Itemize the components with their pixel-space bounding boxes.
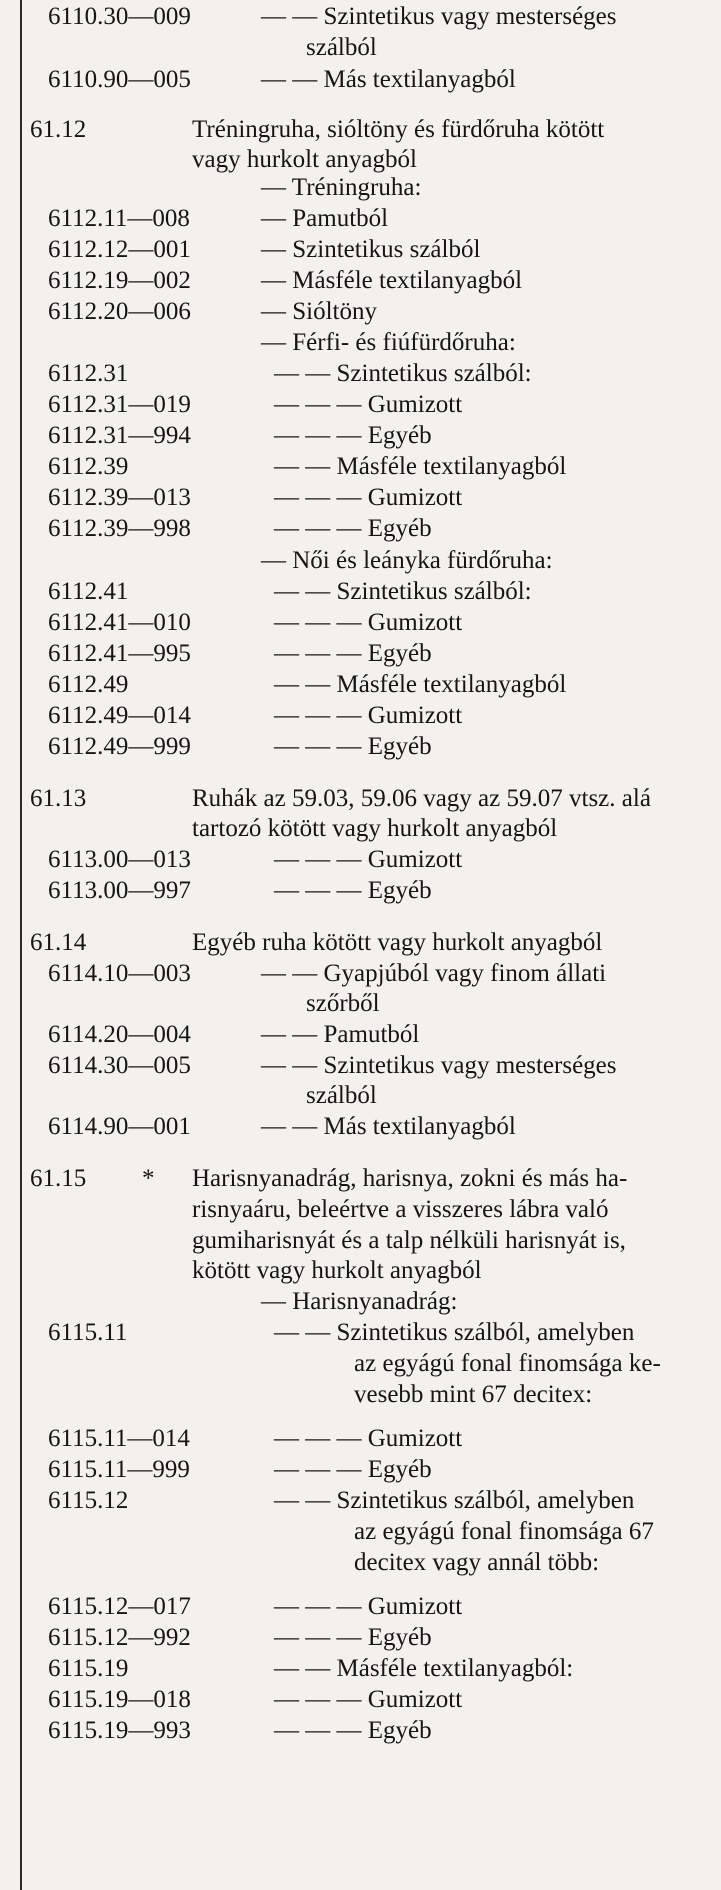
tariff-description: — — — Gumizott: [274, 609, 463, 636]
tariff-code: 6115.11—014: [48, 1425, 190, 1452]
heading-description: Egyéb ruha kötött vagy hurkolt anyagból: [192, 929, 603, 956]
tariff-code: 6114.30—005: [48, 1052, 191, 1079]
tariff-description: — — Szintetikus szálból:: [274, 578, 532, 605]
heading-code: 61.12: [30, 116, 87, 143]
left-margin-rule: [20, 0, 22, 1890]
tariff-description: — Tréningruha:: [261, 174, 422, 201]
tariff-description: — Pamutból: [261, 205, 389, 232]
tariff-code: 6115.19—018: [48, 1686, 191, 1713]
heading-code: 61.15: [30, 1165, 87, 1192]
tariff-description: — — — Gumizott: [274, 702, 463, 729]
tariff-description: — — Másféle textilanyagból: [274, 453, 567, 480]
tariff-description: — — Pamutból: [261, 1021, 420, 1048]
tariff-code: 6112.11—008: [48, 205, 190, 232]
tariff-code: 6112.39—998: [48, 515, 191, 542]
tariff-code: 6112.39—013: [48, 484, 191, 511]
asterisk-marker: *: [142, 1165, 155, 1192]
heading-description: Harisnyanadrág, harisnya, zokni és más ha-: [192, 1165, 628, 1192]
tariff-description: — — — Egyéb: [274, 1717, 432, 1744]
tariff-description: — — — Egyéb: [274, 640, 432, 667]
tariff-code: 6112.39: [48, 453, 129, 480]
tariff-code: 6114.20—004: [48, 1021, 191, 1048]
tariff-description: — — — Egyéb: [274, 733, 432, 760]
tariff-code: 6115.11—999: [48, 1456, 190, 1483]
heading-description: kötött vagy hurkolt anyagból: [192, 1257, 482, 1284]
heading-description: gumiharisnyát és a talp nélküli harisnyát is,: [192, 1227, 626, 1254]
tariff-description: — Sióltöny: [261, 298, 377, 325]
tariff-description: — — Más textilanyagból: [261, 66, 516, 93]
heading-code: 61.14: [30, 929, 87, 956]
tariff-description: — — — Egyéb: [274, 877, 432, 904]
heading-description: Tréningruha, sióltöny és fürdőruha kötött: [192, 116, 605, 143]
tariff-description: — — Másféle textilanyagból: [274, 671, 567, 698]
tariff-description: vesebb mint 67 decitex:: [354, 1381, 593, 1408]
tariff-code: 6112.49—999: [48, 733, 191, 760]
tariff-code: 6112.31: [48, 360, 129, 387]
tariff-description: az egyágú fonal finomsága ke-: [354, 1350, 661, 1377]
tariff-code: 6112.41—010: [48, 609, 191, 636]
tariff-description: — — — Gumizott: [274, 846, 463, 873]
tariff-code: 6110.90—005: [48, 66, 191, 93]
tariff-description: — — Szintetikus szálból:: [274, 360, 532, 387]
tariff-code: 6112.49: [48, 671, 129, 698]
tariff-description: — — — Gumizott: [274, 391, 463, 418]
heading-description: risnyaáru, beleértve a visszeres lábra való: [192, 1196, 609, 1223]
tariff-description: decitex vagy annál több:: [354, 1549, 600, 1576]
heading-description: tartozó kötött vagy hurkolt anyagból: [192, 815, 558, 842]
tariff-description: — — Szintetikus szálból, amelyben: [274, 1319, 635, 1346]
tariff-description: — — — Gumizott: [274, 1593, 463, 1620]
tariff-code: 6110.30—009: [48, 3, 191, 30]
tariff-code: 6112.20—006: [48, 298, 191, 325]
tariff-description: az egyágú fonal finomsága 67: [354, 1518, 654, 1545]
tariff-code: 6112.31—994: [48, 422, 191, 449]
tariff-code: 6115.11: [48, 1319, 128, 1346]
tariff-description: — — Szintetikus szálból, amelyben: [274, 1487, 635, 1514]
tariff-code: 6112.41: [48, 578, 129, 605]
tariff-description: — Női és leányka fürdőruha:: [261, 547, 553, 574]
heading-description: Ruhák az 59.03, 59.06 vagy az 59.07 vtsz. alá: [192, 785, 651, 812]
tariff-description: — — Gyapjúból vagy finom állati: [261, 960, 607, 987]
tariff-code: 6115.19: [48, 1655, 129, 1682]
tariff-code: 6115.12: [48, 1487, 129, 1514]
tariff-code: 6115.12—992: [48, 1624, 191, 1651]
tariff-description: — — Más textilanyagból: [261, 1113, 516, 1140]
heading-code: 61.13: [30, 785, 87, 812]
tariff-description: — — Másféle textilanyagból:: [274, 1655, 574, 1682]
tariff-code: 6115.19—993: [48, 1717, 191, 1744]
tariff-code: 6112.31—019: [48, 391, 191, 418]
tariff-description: szálból: [306, 34, 377, 61]
tariff-code: 6112.12—001: [48, 236, 191, 263]
tariff-code: 6114.10—003: [48, 960, 191, 987]
tariff-description: — — — Gumizott: [274, 1425, 463, 1452]
tariff-code: 6115.12—017: [48, 1593, 191, 1620]
tariff-description: — — — Egyéb: [274, 1624, 432, 1651]
tariff-description: — Szintetikus szálból: [261, 236, 481, 263]
heading-description: vagy hurkolt anyagból: [192, 146, 417, 173]
tariff-code: 6112.19—002: [48, 267, 191, 294]
tariff-description: szőrből: [306, 990, 380, 1017]
tariff-code: 6114.90—001: [48, 1113, 191, 1140]
tariff-description: — — Szintetikus vagy mesterséges: [261, 1052, 617, 1079]
tariff-description: szálból: [306, 1082, 377, 1109]
tariff-code: 6113.00—013: [48, 846, 191, 873]
tariff-description: — Másféle textilanyagból: [261, 267, 523, 294]
tariff-description: — Harisnyanadrág:: [261, 1288, 458, 1315]
tariff-description: — — — Egyéb: [274, 422, 432, 449]
tariff-description: — — — Gumizott: [274, 1686, 463, 1713]
tariff-description: — Férfi- és fiúfürdőruha:: [261, 329, 516, 356]
tariff-description: — — — Egyéb: [274, 1456, 432, 1483]
tariff-code: 6112.49—014: [48, 702, 191, 729]
tariff-description: — — — Egyéb: [274, 515, 432, 542]
tariff-description: — — — Gumizott: [274, 484, 463, 511]
tariff-code: 6112.41—995: [48, 640, 191, 667]
tariff-code: 6113.00—997: [48, 877, 191, 904]
tariff-description: — — Szintetikus vagy mesterséges: [261, 3, 617, 30]
